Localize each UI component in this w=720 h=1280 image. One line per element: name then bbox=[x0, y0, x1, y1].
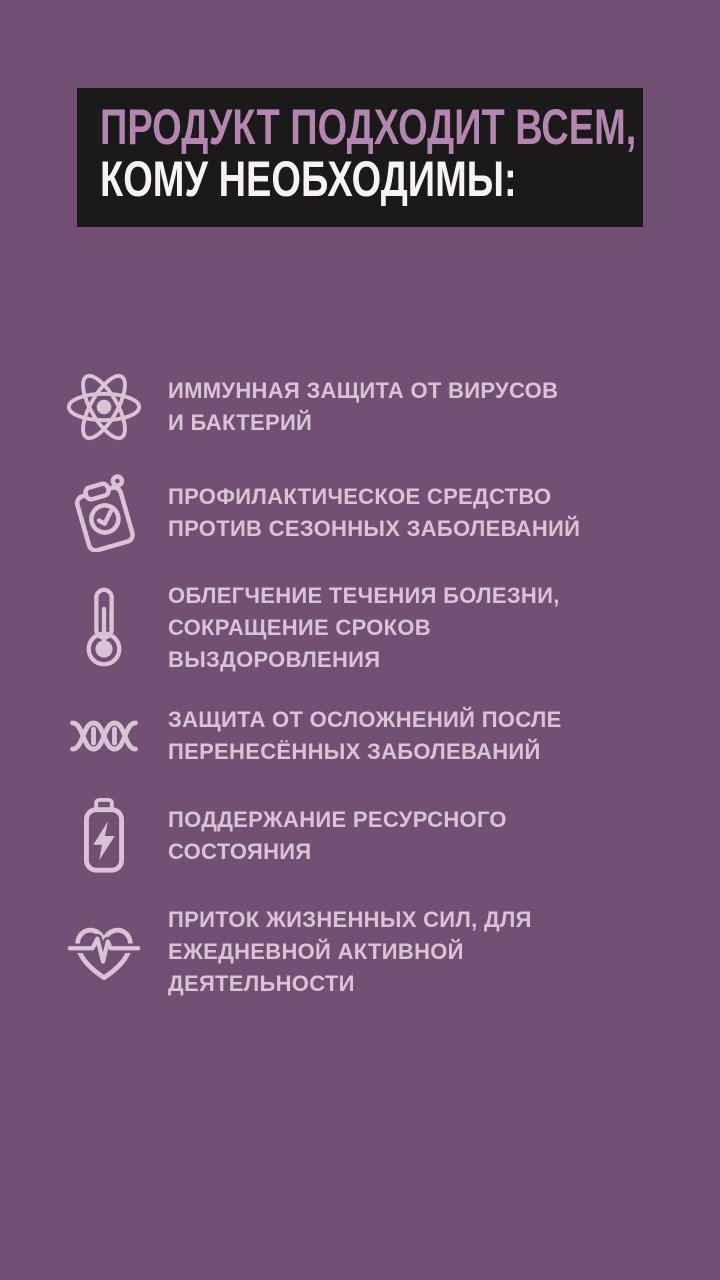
clipboard-check-icon bbox=[62, 474, 146, 552]
benefit-line: И БАКТЕРИЙ bbox=[168, 410, 313, 435]
benefit-item-immunity bbox=[62, 368, 652, 446]
header-line-2: КОМУ НЕОБХОДИМЫ: bbox=[100, 151, 517, 207]
benefit-item-resource bbox=[62, 796, 652, 876]
benefit-text bbox=[168, 580, 560, 676]
benefit-line: ОБЛЕГЧЕНИЕ ТЕЧЕНИЯ БОЛЕЗНИ, bbox=[168, 583, 560, 608]
benefit-item-vitality bbox=[62, 904, 652, 1000]
benefit-line: ИММУННАЯ ЗАЩИТА ОТ ВИРУСОВ bbox=[168, 378, 559, 403]
benefit-text bbox=[168, 481, 580, 545]
benefit-item-complications bbox=[62, 704, 652, 768]
benefit-line: ПРОФИЛАКТИЧЕСКОЕ СРЕДСТВО bbox=[168, 484, 552, 509]
benefit-line: ЕЖЕДНЕВНОЙ АКТИВНОЙ bbox=[168, 939, 464, 964]
benefit-line: ПОДДЕРЖАНИЕ РЕСУРСНОГО bbox=[168, 807, 507, 832]
benefit-line: ПРОТИВ СЕЗОННЫХ ЗАБОЛЕВАНИЙ bbox=[168, 516, 581, 541]
benefit-line: ЗАЩИТА ОТ ОСЛОЖНЕНИЙ ПОСЛЕ bbox=[168, 707, 562, 732]
benefit-line: ПЕРЕНЕСЁННЫХ ЗАБОЛЕВАНИЙ bbox=[168, 739, 541, 764]
benefit-line: СОСТОЯНИЯ bbox=[168, 839, 312, 864]
benefit-item-prevention bbox=[62, 474, 652, 552]
atom-icon bbox=[62, 368, 146, 446]
benefit-line: ДЕЯТЕЛЬНОСТИ bbox=[168, 971, 355, 996]
benefit-text bbox=[168, 704, 562, 768]
header-line-1: ПРОДУКТ ПОДХОДИТ ВСЕМ, bbox=[100, 99, 637, 155]
benefit-list bbox=[62, 368, 652, 1000]
benefit-text bbox=[168, 804, 507, 868]
benefit-text bbox=[168, 375, 558, 439]
dna-icon bbox=[62, 718, 146, 754]
benefit-item-relief bbox=[62, 580, 652, 676]
heart-pulse-icon bbox=[62, 920, 146, 984]
battery-charging-icon bbox=[62, 796, 146, 876]
benefit-line: СОКРАЩЕНИЕ СРОКОВ bbox=[168, 615, 431, 640]
benefit-text bbox=[168, 904, 532, 1000]
benefit-line: ПРИТОК ЖИЗНЕННЫХ СИЛ, ДЛЯ bbox=[168, 907, 532, 932]
thermometer-icon bbox=[62, 586, 146, 670]
header-box bbox=[77, 88, 643, 227]
benefit-line: ВЫЗДОРОВЛЕНИЯ bbox=[168, 647, 381, 672]
